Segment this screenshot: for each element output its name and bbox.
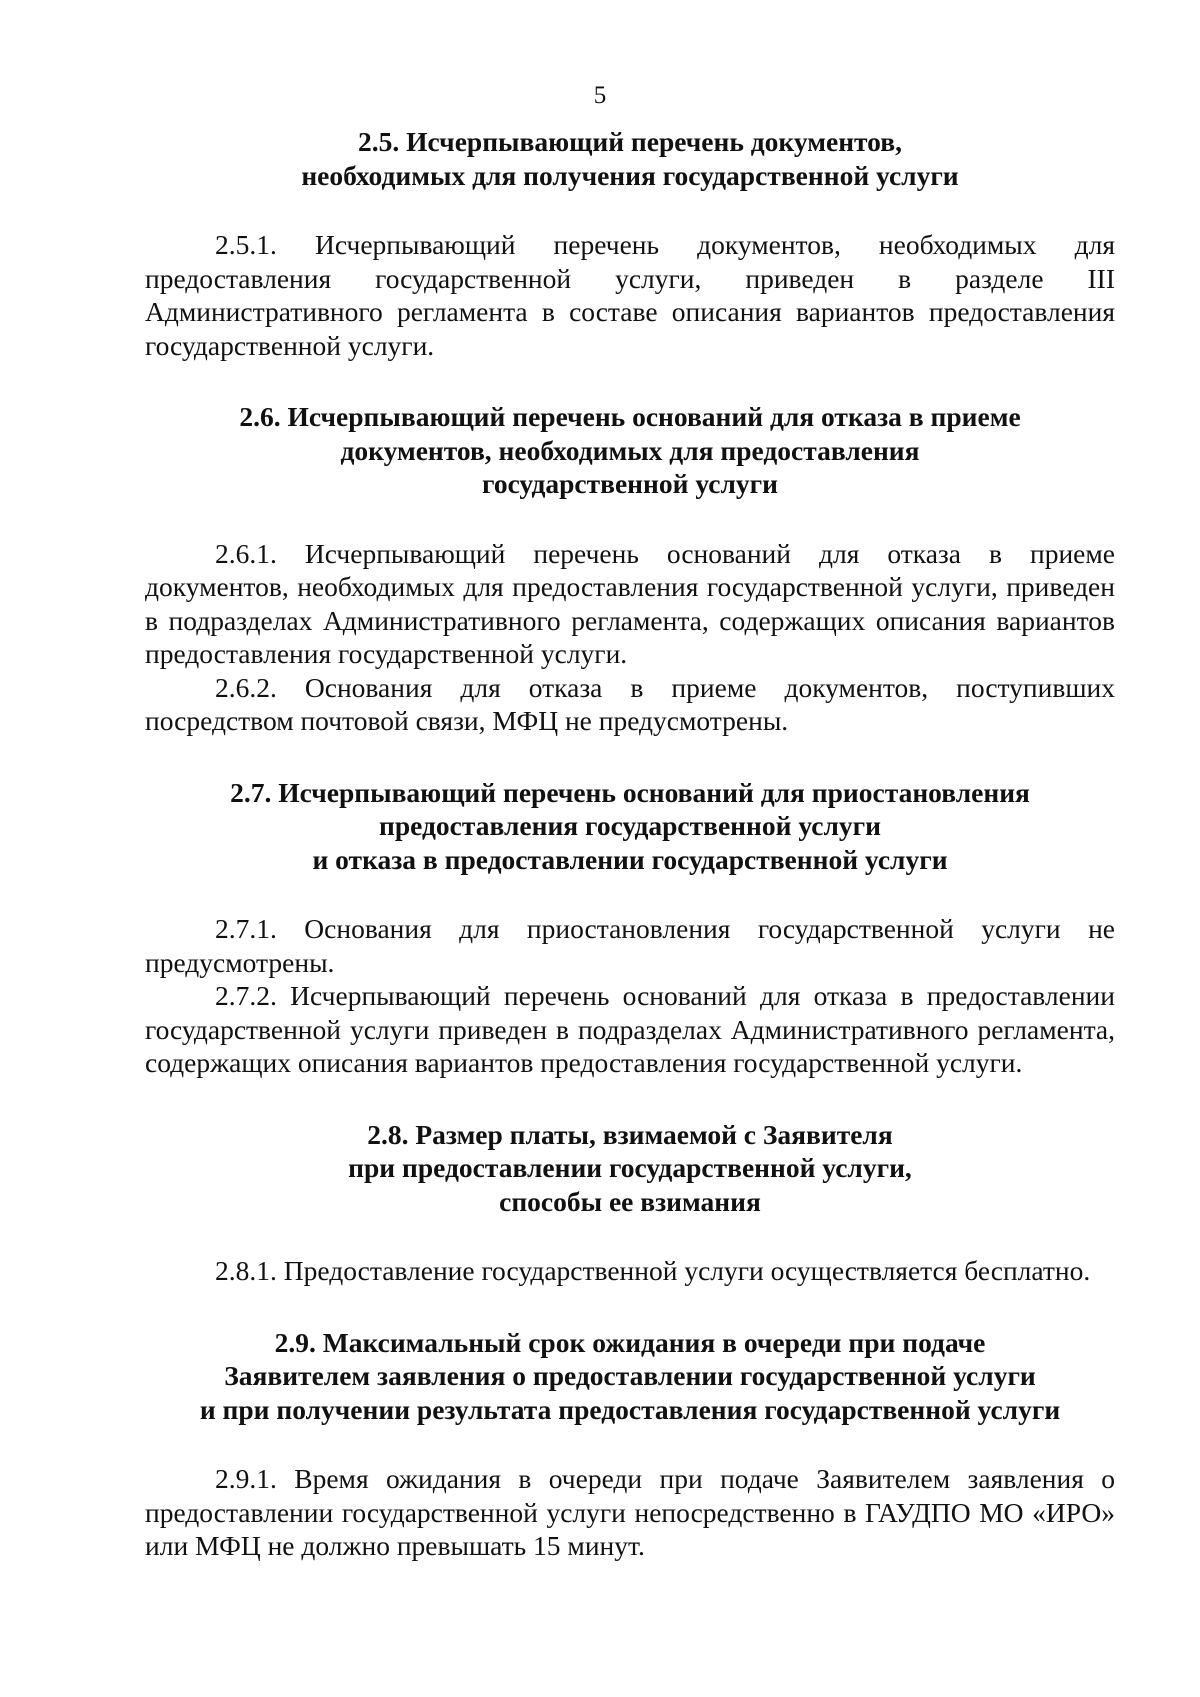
paragraph-2-7-1: 2.7.1. Основания для приостановления государственной услуги не предусмотрены. (145, 913, 1115, 978)
heading-line: государственной услуги (482, 468, 778, 499)
section-heading-2-7 (145, 776, 1115, 877)
heading-line: 2.6. Исчерпывающий перечень оснований для отказа в приеме (239, 401, 1021, 432)
paragraph-2-6-2: 2.6.2. Основания для отказа в приеме документов, поступивших посредством почтовой связи, МФЦ не предусмотрены. (145, 671, 1115, 736)
section-heading-2-5 (145, 125, 1115, 192)
heading-line: необходимых для получения государственной услуги (301, 159, 959, 191)
paragraph-2-9-1: 2.9.1. Время ожидания в очереди при подаче Заявителем заявления о предоставлении государственной услуги непосредственно в ГАУДПО МО «ИРО» или МФЦ не должно превышать 15 минут. (145, 1463, 1115, 1561)
section-heading-2-9 (145, 1326, 1115, 1427)
heading-line: и отказа в предоставлении государственной услуги (312, 843, 948, 875)
section-heading-2-6 (145, 400, 1115, 501)
heading-line: 2.9. Максимальный срок ожидания в очереди при подаче (274, 1326, 986, 1358)
heading-line: при предоставлении государственной услуги, (348, 1152, 912, 1183)
page-content (145, 125, 1115, 1563)
heading-line: предоставления государственной услуги (379, 810, 881, 841)
paragraph-2-8-1: 2.8.1. Предоставление государственной услуги осуществляется бесплатно. (215, 1255, 1091, 1286)
paragraph-2-7-2: 2.7.2. Исчерпывающий перечень оснований для отказа в предоставлении государственной услуги приведен в подразделах Административного регламента, содержащих описания вариантов предоставления государственной услуги. (145, 980, 1115, 1078)
heading-line: 2.8. Размер платы, взимаемой с Заявителя (367, 1118, 893, 1150)
heading-line: 2.7. Исчерпывающий перечень оснований для приостановления (230, 776, 1030, 808)
section-heading-2-8 (145, 1118, 1115, 1219)
paragraph-2-5-1: 2.5.1. Исчерпывающий перечень документов, необходимых для предоставления государственной услуги, приведен в разделе III Административного регламента в составе описания вариантов предоставления государственной услуги. (145, 229, 1115, 361)
paragraph-2-6-1: 2.6.1. Исчерпывающий перечень оснований для отказа в приеме документов, необходимых для предоставления государственной услуги, приведен в подразделах Административного регламента, содержащих описания вариантов предоставления государственной услуги. (145, 537, 1115, 669)
heading-line: документов, необходимых для предоставления (340, 434, 920, 466)
heading-line: 2.5. Исчерпывающий перечень документов, (358, 126, 902, 157)
page-number: 5 (593, 82, 607, 109)
heading-line: способы ее взимания (499, 1185, 761, 1217)
heading-line: и при получении результата предоставления государственной услуги (199, 1393, 1061, 1425)
heading-line: Заявителем заявления о предоставлении государственной услуги (224, 1360, 1036, 1391)
